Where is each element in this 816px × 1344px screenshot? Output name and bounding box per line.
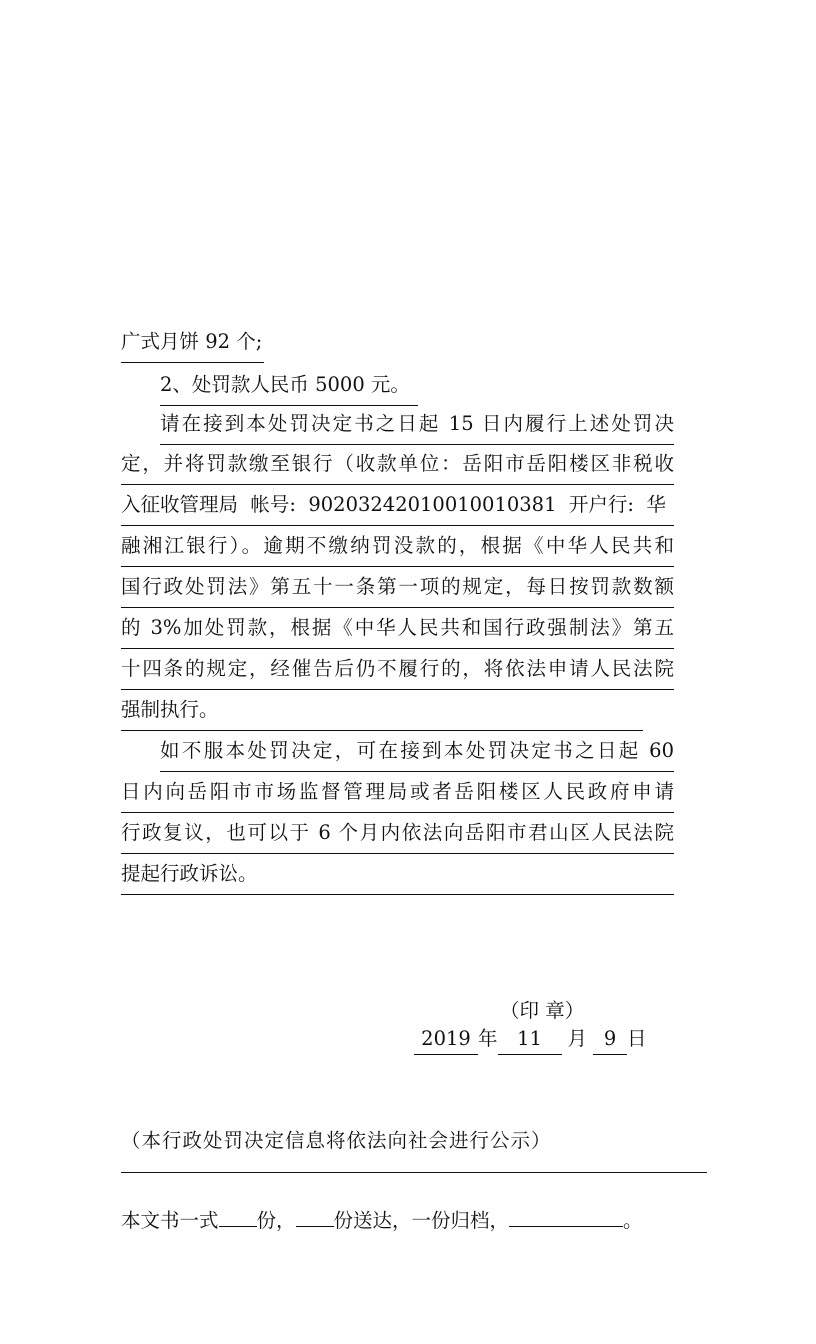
text-line-1: 广式月饼 92 个;	[121, 322, 264, 363]
public-notice: （本行政处罚决定信息将依法向社会进行公示）	[121, 1129, 552, 1152]
copies-text-1: 本文书一式	[121, 1209, 219, 1232]
text-line-12: 日内向岳阳市市场监督管理局或者岳阳楼区人民政府申请	[121, 772, 674, 813]
copies-served-blank[interactable]	[296, 1202, 334, 1227]
copies-line	[121, 1202, 643, 1238]
text-line-11: 如不服本处罚决定，可在接到本处罚决定书之日起 60	[160, 731, 674, 772]
date-year-label: 年	[478, 1027, 498, 1050]
date-month: 11	[498, 1024, 562, 1055]
text-line-6: 融湘江银行）。逾期不缴纳罚没款的，根据《中华人民共和	[121, 526, 674, 567]
date-month-label: 月	[567, 1027, 588, 1050]
copies-extra-blank[interactable]	[509, 1202, 623, 1227]
divider-line	[121, 1172, 707, 1173]
text-line-7: 国行政处罚法》第五十一条第一项的规定，每日按罚款数额	[121, 567, 674, 608]
text-line-3: 请在接到本处罚决定书之日起 15 日内履行上述处罚决	[160, 404, 674, 445]
signature-date	[414, 1024, 647, 1055]
copies-count-blank[interactable]	[219, 1202, 257, 1227]
text-line-9: 十四条的规定，经催告后仍不履行的，将依法申请人民法院	[121, 649, 674, 690]
text-line-14: 提起行政诉讼。	[121, 854, 674, 895]
text-line-5: 入征收管理局 帐号: 90203242010010010381 开户行: 华	[121, 485, 674, 526]
text-line-4: 定，并将罚款缴至银行（收款单位：岳阳市岳阳楼区非税收	[121, 444, 674, 485]
copies-text-4: 。	[623, 1209, 643, 1232]
text-line-10: 强制执行。	[121, 690, 643, 731]
copies-text-3: 份送达，一份归档，	[333, 1209, 510, 1232]
text-line-2: 2、处罚款人民币 5000 元。	[160, 365, 418, 406]
date-day-label: 日	[627, 1027, 647, 1050]
text-line-8: 的 3%加处罚款，根据《中华人民共和国行政强制法》第五	[121, 608, 674, 649]
seal-label: （印 章）	[500, 999, 585, 1022]
date-year: 2019	[414, 1024, 478, 1055]
text-line-13: 行政复议，也可以于 6 个月内依法向岳阳市君山区人民法院	[121, 813, 674, 854]
copies-text-2: 份，	[256, 1209, 296, 1232]
date-day: 9	[593, 1024, 627, 1055]
